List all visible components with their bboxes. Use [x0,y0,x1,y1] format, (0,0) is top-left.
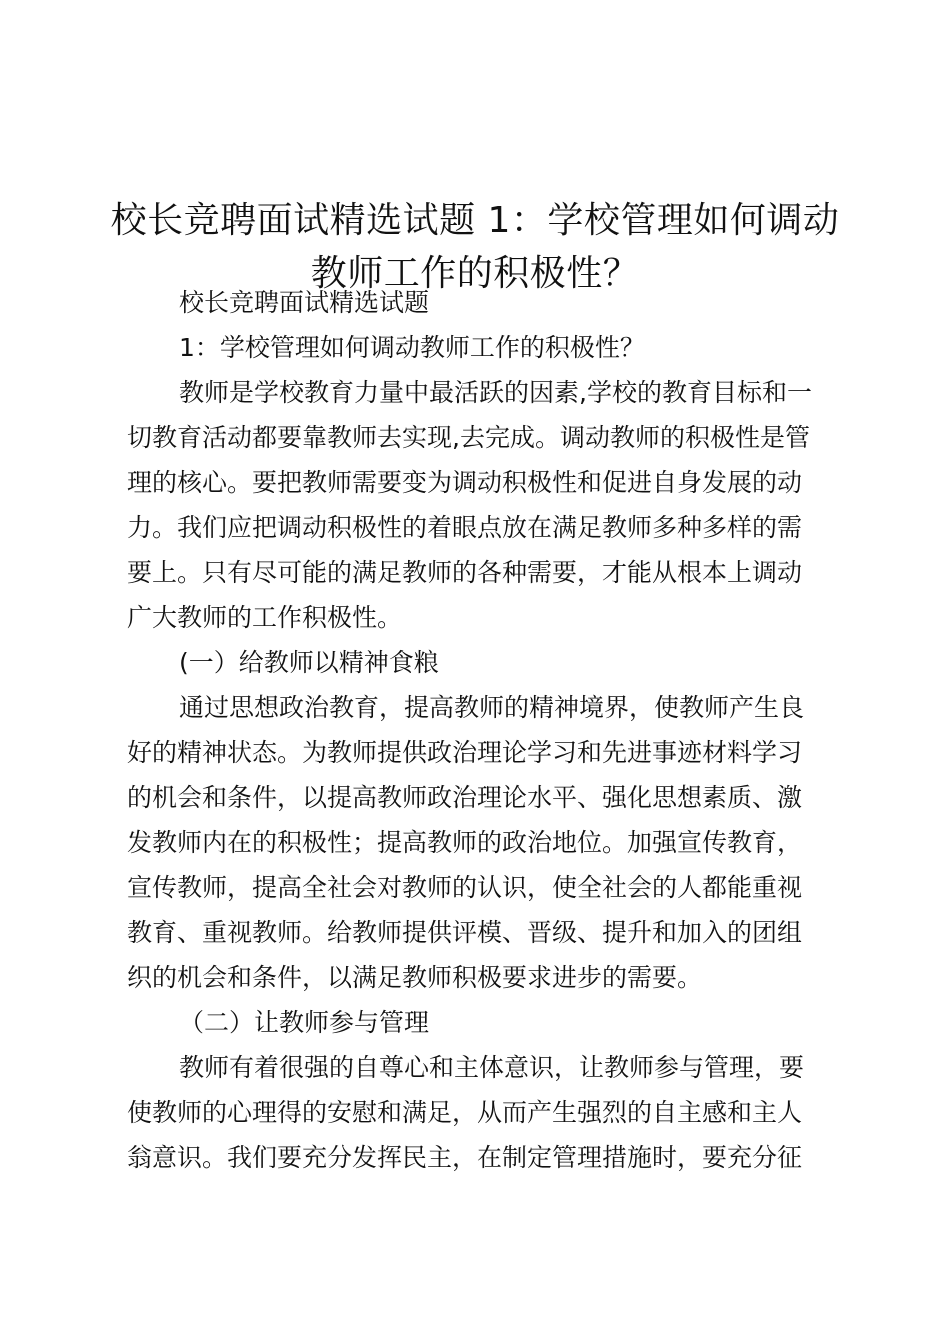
body-paragraph [127,370,832,640]
paragraph-line: 要上。只有尽可能的满足教师的各种需要，才能从根本上调动 [127,558,803,587]
paragraph-line: 使教师的心理得的安慰和满足，从而产生强烈的自主感和主人 [127,1098,803,1127]
paragraph-line: 织的机会和条件，以满足教师积极要求进步的需要。 [127,963,703,992]
paragraph-line: 力。我们应把调动积极性的着眼点放在满足教师多种多样的需 [127,513,803,542]
section-heading [127,1000,832,1045]
body-paragraph [127,685,832,1000]
subtitle-paragraph [127,280,832,325]
body-paragraph [127,1045,832,1180]
paragraph-line: (一）给教师以精神食粮 [179,648,439,677]
paragraph-line: （二）让教师参与管理 [179,1008,430,1037]
title-line: 教师工作的积极性？ [310,253,640,295]
paragraph-line: 的机会和条件，以提高教师政治理论水平、强化思想素质、激 [127,783,803,812]
paragraph-line: 教师有着很强的自尊心和主体意识，让教师参与管理，要 [179,1053,805,1082]
paragraph-line: 广大教师的工作积极性。 [127,603,403,632]
paragraph-line: 理的核心。要把教师需要变为调动积极性和促进自身发展的动 [127,468,803,497]
paragraph-line: 翁意识。我们要充分发挥民主，在制定管理措施时，要充分征 [127,1143,803,1172]
paragraph-line: 1：学校管理如何调动教师工作的积极性？ [179,333,645,362]
paragraph-line: 教师是学校教育力量中最活跃的因素,学校的教育目标和一 [179,378,812,407]
question-paragraph [127,325,832,370]
document-body [127,280,832,1180]
paragraph-line: 通过思想政治教育，提高教师的精神境界，使教师产生良 [179,693,805,722]
title-line: 校长竞聘面试精选试题 1：学校管理如何调动 [110,200,840,242]
paragraph-line: 宣传教师，提高全社会对教师的认识，使全社会的人都能重视 [127,873,803,902]
section-heading [127,640,832,685]
paragraph-line: 校长竞聘面试精选试题 [179,288,430,317]
paragraph-line: 好的精神状态。为教师提供政治理论学习和先进事迹材料学习 [127,738,803,767]
paragraph-line: 发教师内在的积极性；提高教师的政治地位。加强宣传教育， [127,828,803,857]
paragraph-line: 切教育活动都要靠教师去实现,去完成。调动教师的积极性是管 [127,423,810,452]
paragraph-line: 教育、重视教师。给教师提供评模、晋级、提升和加入的团组 [127,918,803,947]
